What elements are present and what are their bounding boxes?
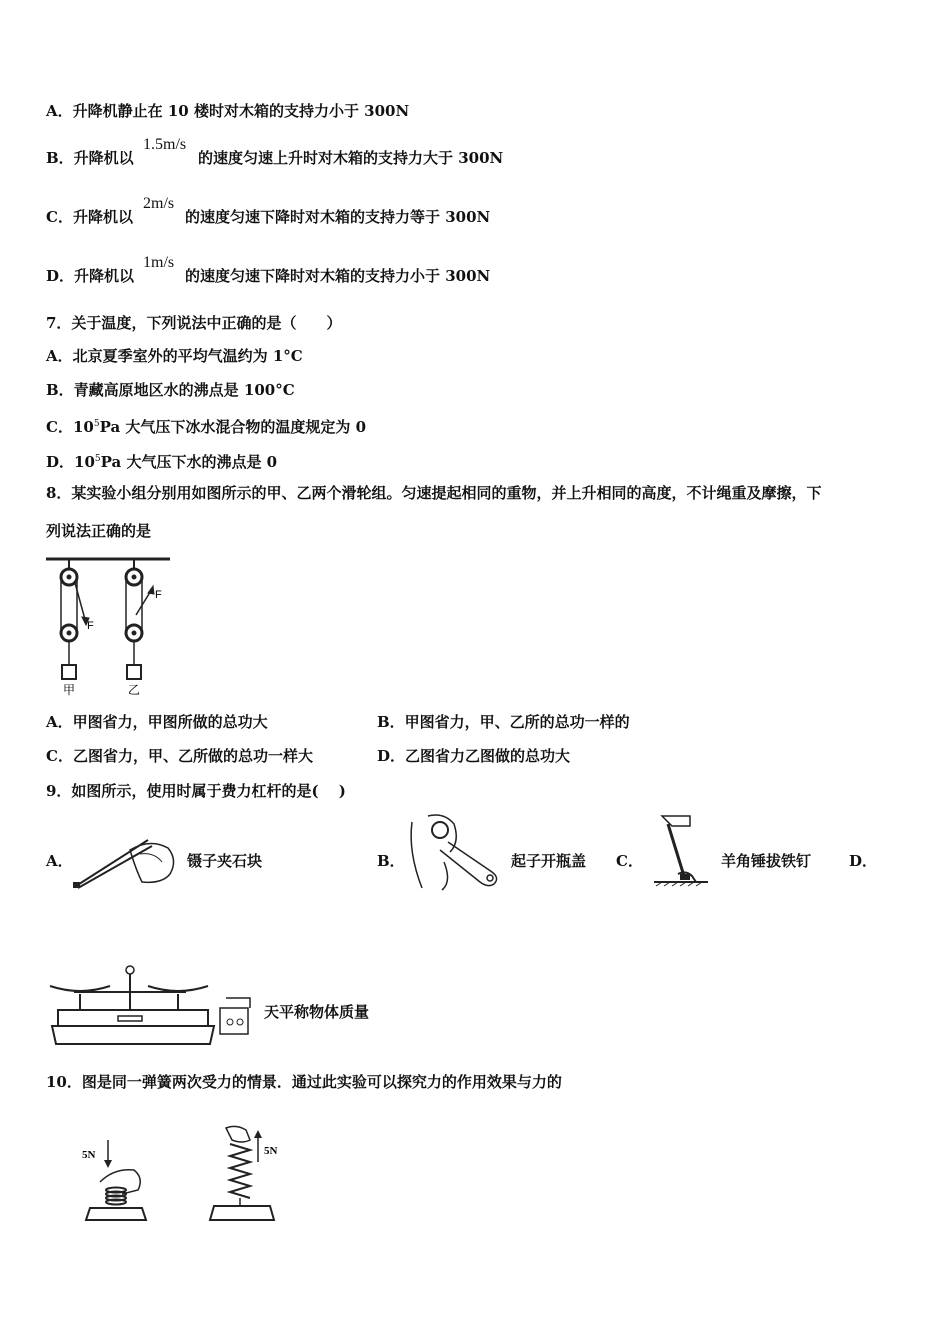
claw-hammer-image xyxy=(650,812,712,890)
figure-label-yi: 乙 xyxy=(128,683,141,697)
force-label-right: 5N xyxy=(264,1145,278,1157)
q9-option-d-text: 天平称物体质量 xyxy=(264,1003,370,1021)
force-label-yi: F xyxy=(155,589,162,601)
q9-option-a-letter: A． xyxy=(46,852,73,870)
balance-scale-image xyxy=(44,964,258,1050)
pulley-systems-figure xyxy=(44,553,174,698)
q7-option-c: C．$10^5Pa$ 大气压下冰水混合物的温度规定为 0 xyxy=(46,418,367,436)
q8-option-b: B．甲图省力，甲、乙所的总功一样的 xyxy=(377,713,630,731)
tweezers-image xyxy=(70,830,180,890)
q10-stem: 10．图是同一弹簧两次受力的情景．通过此实验可以探究力的作用效果与力的 xyxy=(46,1073,562,1091)
q9-option-c-letter: C． xyxy=(616,852,643,870)
q9-option-b-text: 起子开瓶盖 xyxy=(511,852,587,870)
pulley-system-jia xyxy=(61,559,89,679)
figure-label-jia: 甲 xyxy=(63,683,76,697)
q6-option-d-speed: 1m/s xyxy=(143,254,175,271)
q6-option-c-speed: 2m/s xyxy=(143,195,175,212)
q9-option-c-text: 羊角锤拔铁钉 xyxy=(721,852,812,870)
pulley-system-yi xyxy=(126,559,154,679)
force-label-left: 5N xyxy=(82,1149,96,1161)
q6-option-d-prefix: D．升降机以 xyxy=(46,267,135,285)
spring-stretched-figure xyxy=(206,1124,286,1224)
q8-stem-line1: 8．某实验小组分别用如图所示的甲、乙两个滑轮组。匀速提起相同的重物，并上升相同的高度，不计绳重及摩擦，下 xyxy=(46,484,822,502)
q7-option-b: B．青藏高原地区水的沸点是 100°C xyxy=(46,381,295,399)
bottle-opener-image xyxy=(404,812,510,892)
force-label-jia: F xyxy=(87,620,94,632)
q8-option-c: C．乙图省力，甲、乙所做的总功一样大 xyxy=(46,747,313,765)
q9-option-a-text: 镊子夹石块 xyxy=(187,852,263,870)
q6-option-c-suffix: 的速度匀速下降时对木箱的支持力等于 300N xyxy=(185,208,491,226)
q8-stem-line2: 列说法正确的是 xyxy=(46,522,152,540)
q9-stem: 9．如图所示，使用时属于费力杠杆的是( ) xyxy=(46,782,346,800)
q9-option-d-letter: D． xyxy=(849,852,878,870)
q6-option-d-suffix: 的速度匀速下降时对木箱的支持力小于 300N xyxy=(185,267,491,285)
q7-stem: 7．关于温度，下列说法中正确的是（ ） xyxy=(46,314,342,332)
q8-option-a: A．甲图省力，甲图所做的总功大 xyxy=(46,713,268,731)
q8-option-d: D．乙图省力乙图做的总功大 xyxy=(377,747,571,765)
q7-option-a: A．北京夏季室外的平均气温约为 1°C xyxy=(46,347,303,365)
q7-option-d: D．$10^5Pa$ 大气压下水的沸点是 0 xyxy=(46,453,278,471)
q6-option-b-prefix: B．升降机以 xyxy=(46,149,134,167)
q6-option-b-suffix: 的速度匀速上升时对木箱的支持力大于 300N xyxy=(198,149,504,167)
q6-option-c-prefix: C．升降机以 xyxy=(46,208,133,226)
q6-option-b-speed: 1.5m/s xyxy=(143,136,187,153)
q6-option-a: A．升降机静止在 10 楼时对木箱的支持力小于 300N xyxy=(46,102,410,120)
q9-option-b-letter: B． xyxy=(377,852,405,870)
spring-compressed-figure xyxy=(78,1128,148,1226)
